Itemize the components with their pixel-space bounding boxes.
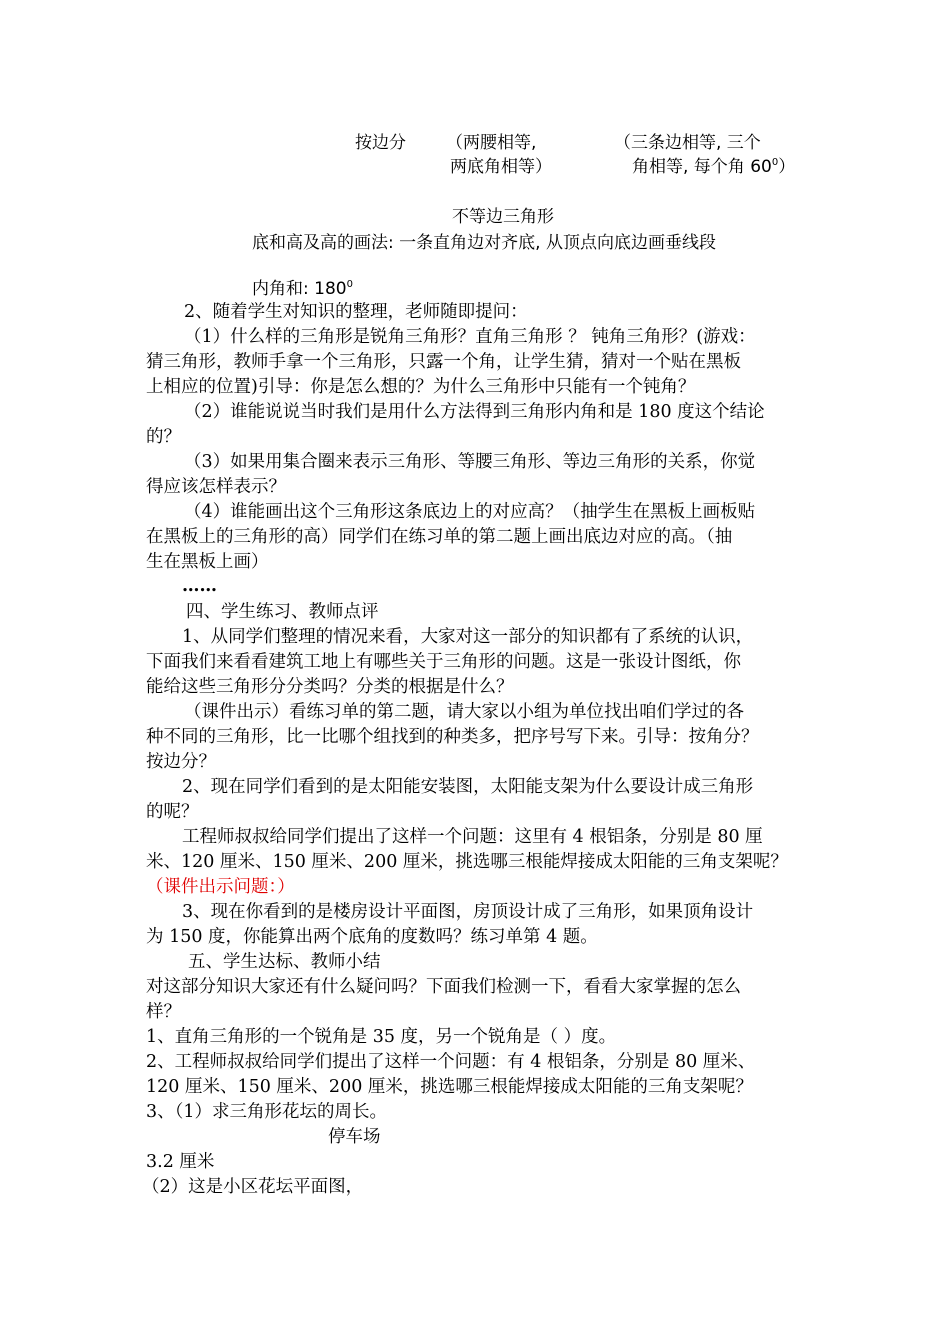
text-line: 生在黑板上画） <box>146 552 269 572</box>
text-line: 能给这些三角形分分类吗？分类的根据是什么？ <box>146 677 514 697</box>
text-line: 上相应的位置)引导：你是怎么想的？为什么三角形中只能有一个钝角？ <box>146 377 696 397</box>
text-line: 1、直角三角形的一个锐角是 35 度，另一个锐角是（ ）度。 <box>146 1027 617 1047</box>
text-line: 2、随着学生对知识的整理，老师随即提问： <box>184 302 528 322</box>
section-heading: 五、学生达标、教师小结 <box>188 952 381 972</box>
length-label: 3.2 厘米 <box>146 1152 215 1172</box>
text-line: 得应该怎样表示？ <box>146 477 286 497</box>
text-line: （4）谁能画出这个三角形这条底边上的对应高？（抽学生在黑板上画板贴 <box>184 502 756 522</box>
equilateral-note-line2: 角相等, 每个角 $60^0$） <box>632 157 796 177</box>
text-line: 3、现在你看到的是楼房设计平面图，房顶设计成了三角形，如果顶角设计 <box>182 902 754 922</box>
base-height-method: 底和高及高的画法: 一条直角边对齐底, 从顶点向底边画垂线段 <box>252 233 716 253</box>
text-line: 的呢？ <box>146 802 199 822</box>
text-line: 的？ <box>146 427 181 447</box>
section-heading: 四、学生练习、教师点评 <box>186 602 379 622</box>
angle-sum-label: 内角和: $180^0$ <box>252 279 353 299</box>
isosceles-note-line2: 两底角相等） <box>450 157 552 177</box>
text-line: 2、现在同学们看到的是太阳能安装图，太阳能支架为什么要设计成三角形 <box>182 777 754 797</box>
text-line: 样？ <box>146 1002 181 1022</box>
text-line: 种不同的三角形，比一比哪个组找到的种类多，把序号写下来。引导：按角分？ <box>146 727 759 747</box>
text-line: （2）这是小区花坛平面图， <box>142 1177 364 1197</box>
text-line: 3、（1）求三角形花坛的周长。 <box>146 1102 388 1122</box>
text-line: 按边分？ <box>146 752 216 772</box>
text-line: （课件出示）看练习单的第二题，请大家以小组为单位找出咱们学过的各 <box>184 702 744 722</box>
text-line: 对这部分知识大家还有什么疑问吗？下面我们检测一下，看看大家掌握的怎么 <box>146 977 741 997</box>
isosceles-note-line1: （两腰相等, <box>446 133 537 153</box>
text-line: 猜三角形，教师手拿一个三角形，只露一个角，让学生猜，猜对一个贴在黑板 <box>146 352 741 372</box>
ellipsis-line: …… <box>182 576 217 596</box>
text-line: （3）如果用集合圈来表示三角形、等腰三角形、等边三角形的关系，你觉 <box>184 452 756 472</box>
scalene-triangle-label: 不等边三角形 <box>452 207 554 227</box>
text-line: （1）什么样的三角形是锐角三角形？直角三角形 ？ 钝角三角形？(游戏： <box>184 327 756 347</box>
equilateral-note-line1: （三条边相等, 三个 <box>614 133 761 153</box>
text-line: 为 150 度，你能算出两个底角的度数吗？练习单第 4 题。 <box>146 927 598 947</box>
text-line: 1、从同学们整理的情况来看，大家对这一部分的知识都有了系统的认识， <box>182 627 754 647</box>
courseware-note: （课件出示问题：） <box>146 877 295 897</box>
text-line: 下面我们来看看建筑工地上有哪些关于三角形的问题。这是一张设计图纸，你 <box>146 652 741 672</box>
text-line: 工程师叔叔给同学们提出了这样一个问题：这里有 4 根铝条，分别是 80 厘 <box>182 827 763 847</box>
text-line: （2）谁能说说当时我们是用什么方法得到三角形内角和是 180 度这个结论 <box>184 402 765 422</box>
parking-lot-label: 停车场 <box>328 1127 381 1147</box>
by-side-label: 按边分 <box>355 133 406 153</box>
text-line: 在黑板上的三角形的高）同学们在练习单的第二题上画出底边对应的高。（抽 <box>146 527 733 547</box>
text-line: 米、120 厘米、150 厘米、200 厘米，挑选哪三根能焊接成太阳能的三角支架呢？ <box>146 852 788 872</box>
text-line: 2、工程师叔叔给同学们提出了这样一个问题：有 4 根铝条，分别是 80 厘米、 <box>146 1052 756 1072</box>
text-line: 120 厘米、150 厘米、200 厘米，挑选哪三根能焊接成太阳能的三角支架呢？ <box>146 1077 753 1097</box>
